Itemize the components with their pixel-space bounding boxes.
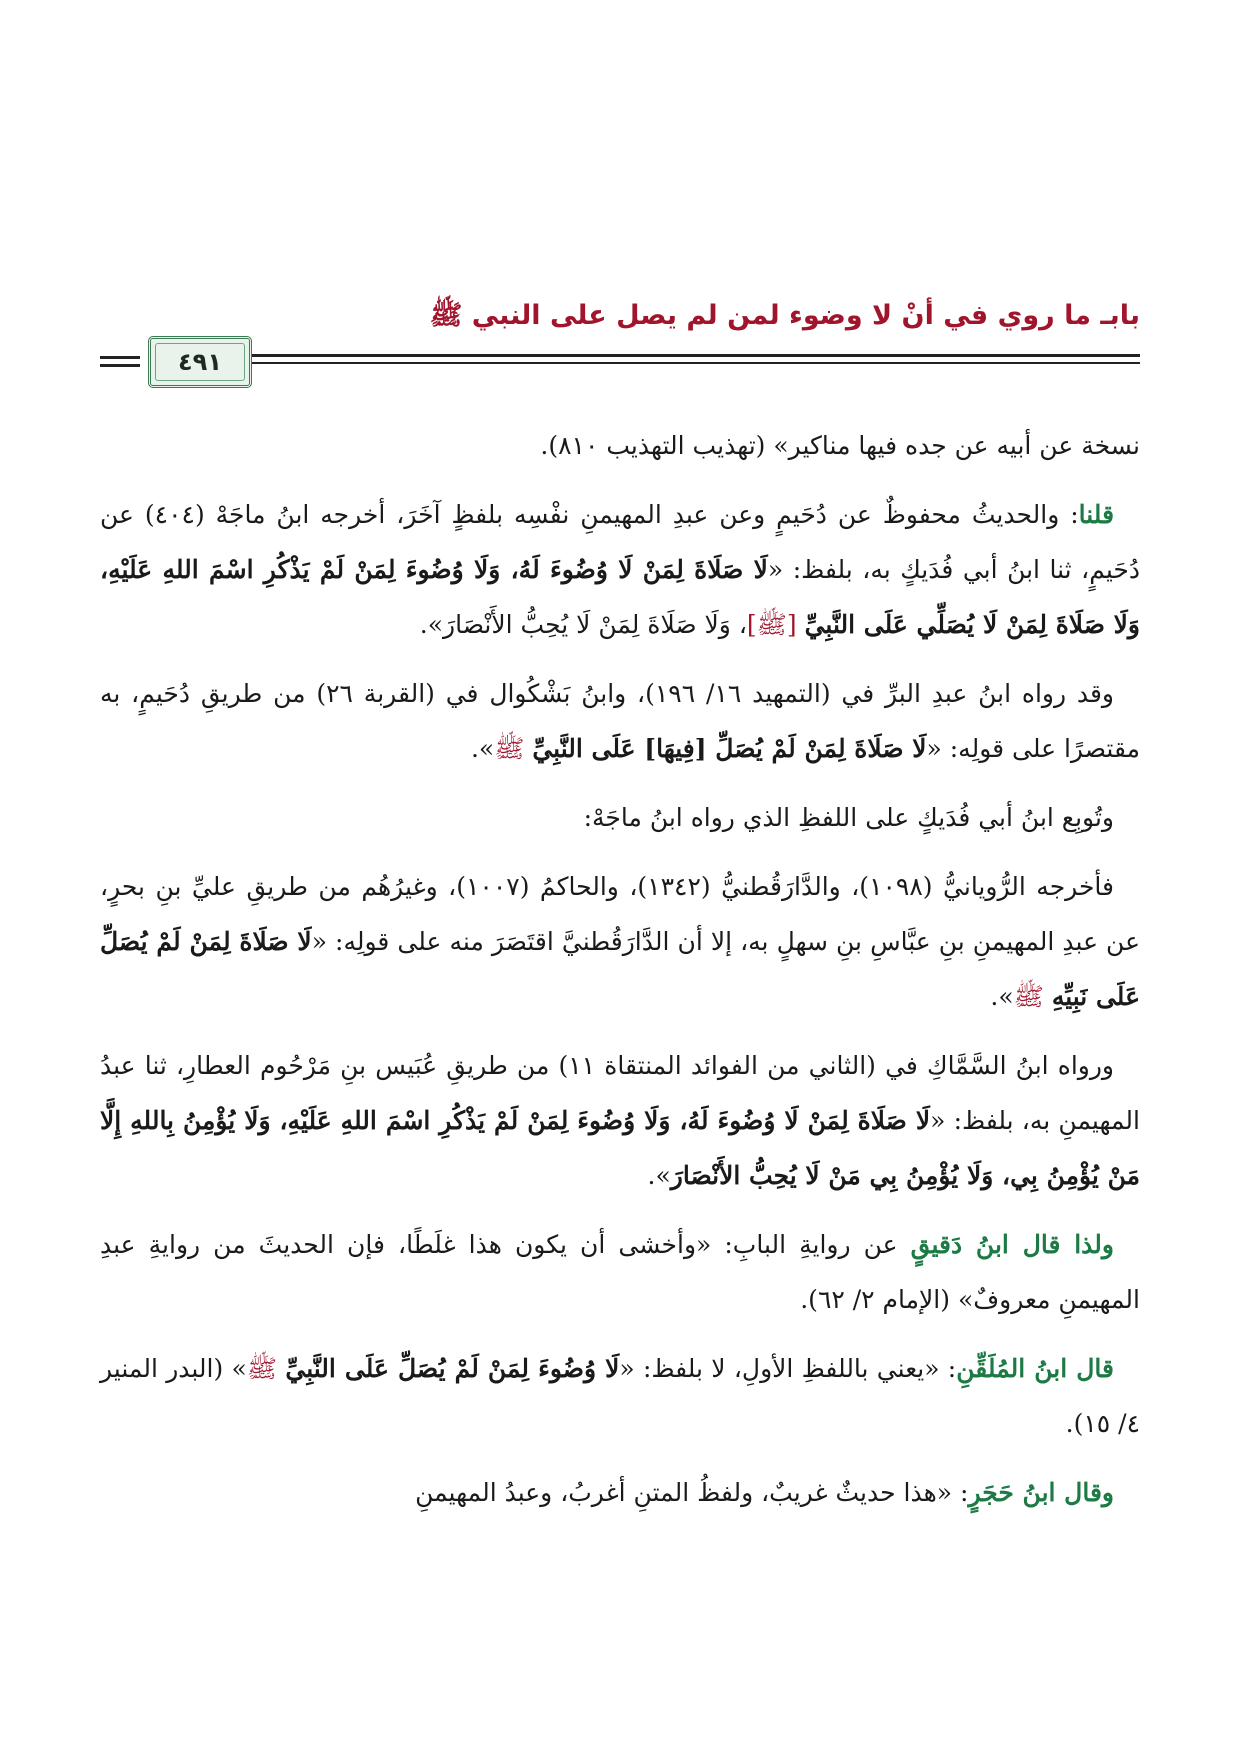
text-run: : «هذا حديثٌ غريبٌ، ولفظُ المتنِ أغربُ، وعبدُ المهيمنِ bbox=[415, 1478, 969, 1507]
hadith-quote: لَا وُضُوءَ لِمَنْ لَمْ يُصَلِّ عَلَى النَّبِيِّ bbox=[285, 1354, 620, 1383]
text-run: ». bbox=[990, 982, 1014, 1011]
text-run: وتُوبِع ابنُ أبي فُدَيكٍ على اللفظِ الذي رواه ابنُ ماجَهْ: bbox=[583, 803, 1114, 832]
speaker-label: قلنا bbox=[1078, 500, 1115, 529]
speaker-label: وقال ابنُ حَجَرٍ bbox=[968, 1478, 1114, 1507]
paragraph bbox=[100, 487, 1140, 652]
page-number-badge bbox=[148, 336, 252, 388]
salutation-mark: ﷺ bbox=[246, 1354, 286, 1383]
text-run: ، وَلَا صَلَاةَ لِمَنْ لَا يُحِبُّ الأَنْصَارَ». bbox=[419, 610, 747, 639]
paragraph bbox=[100, 859, 1140, 1024]
text-run: ». bbox=[470, 734, 495, 763]
chapter-title: بابـ ما روي في أنْ لا وضوء لمن لم يصل على النبي ﷺ bbox=[429, 300, 1140, 331]
hadith-quote: لَا صَلَاةَ لِمَنْ لَمْ يُصَلِّ [فِيهَا] عَلَى النَّبِيِّ bbox=[532, 734, 927, 763]
paragraph bbox=[100, 418, 1140, 473]
salutation-mark: ﷺ bbox=[1013, 982, 1052, 1011]
paragraph bbox=[100, 1038, 1140, 1203]
text-run: ورواه ابنُ السَّمَّاكِ في (الثاني من الفوائد المنتقاة ١١) من طريقِ عُبَيس بنِ مَرْحُوم العطارِ، ثنا عبدُ المهيمنِ به، بلفظ: « bbox=[100, 1051, 1140, 1135]
text-run: » (البدر المنير ٤/ ١٥). bbox=[100, 1354, 1140, 1438]
text-run: ». bbox=[647, 1161, 671, 1190]
salutation-mark: ﷺ bbox=[494, 734, 533, 763]
page-header bbox=[100, 298, 1140, 390]
text-run: نسخة عن أبيه عن جده فيها مناكير» (تهذيب التهذيب ٨١٠). bbox=[540, 431, 1140, 460]
text-run: : «يعني باللفظِ الأولِ، لا بلفظ: « bbox=[619, 1354, 957, 1383]
header-rule-right-bottom bbox=[250, 362, 1140, 364]
text-run: فأخرجه الرُّويانيُّ (١٠٩٨)، والدَّارَقُطنيُّ (١٣٤٢)، والحاكمُ (١٠٠٧)، وغيرُهُم من طريقِ عليِّ بنِ بحرٍ، عن عبدِ المهيمنِ بنِ عبَّاسِ بنِ سهلٍ به، إلا أن الدَّارَقُطنيَّ اقتَصَرَ منه على قولِه: « bbox=[100, 872, 1140, 956]
speaker-label: ولذا قال ابنُ دَقيقٍ bbox=[910, 1230, 1114, 1259]
header-rule-right-top bbox=[250, 354, 1140, 357]
paragraph bbox=[100, 1217, 1140, 1327]
paragraph bbox=[100, 790, 1140, 845]
header-rule-left-bottom bbox=[100, 364, 140, 367]
paragraph bbox=[100, 1465, 1140, 1520]
speaker-label: قال ابنُ المُلَقِّنِ bbox=[956, 1354, 1114, 1383]
page-body bbox=[100, 418, 1140, 1534]
header-rule-left-top bbox=[100, 356, 140, 359]
hadith-quote: لَا صَلَاةَ لِمَنْ لَا وُضُوءَ لَهُ، وَلَا وُضُوءَ لِمَنْ لَمْ يَذْكُرِ اسْمَ اللهِ عَلَيْهِ، وَلَا يُؤْمِنُ بِاللهِ إِلَّا مَنْ يُؤْمِنُ بِي، وَلَا يُؤْمِنُ بِي مَنْ لَا يُحِبُّ الأَنْصَارَ bbox=[100, 1106, 1140, 1190]
hadith-quote: لَا صَلَاةَ لِمَنْ لَمْ يُصَلِّ عَلَى نَبِيِّهِ bbox=[100, 927, 1140, 1011]
text-run: : والحديثُ محفوظٌ عن دُحَيمٍ وعن عبدِ المهيمنِ نفْسِه بلفظٍ آخَرَ، أخرجه ابنُ ماجَهْ (٤٠٤) عن دُحَيمٍ، ثنا ابنُ أبي فُدَيكٍ به، بلفظ: « bbox=[100, 500, 1140, 584]
paragraph bbox=[100, 666, 1140, 776]
salutation-mark: [ﷺ] bbox=[746, 610, 805, 639]
text-run: عن روايةِ البابِ: «وأخشى أن يكون هذا غلَطًا، فإن الحديثَ من روايةِ عبدِ المهيمنِ معروفٌ» (الإمام ٢/ ٦٢). bbox=[100, 1230, 1140, 1314]
hadith-quote: لَا صَلَاةَ لِمَنْ لَا وُضُوءَ لَهُ، وَلَا وُضُوءَ لِمَنْ لَمْ يَذْكُرِ اسْمَ اللهِ عَلَيْهِ، وَلَا صَلَاةَ لِمَنْ لَا يُصَلِّي عَلَى النَّبِيِّ bbox=[100, 555, 1140, 639]
paragraph bbox=[100, 1341, 1140, 1451]
text-run: وقد رواه ابنُ عبدِ البرِّ في (التمهيد ١٦/ ١٩٦)، وابنُ بَشْكُوال في (القربة ٢٦) من طريقِ دُحَيمٍ، به مقتصرًا على قولِه: « bbox=[100, 679, 1140, 763]
page-number: ٤٩١ bbox=[178, 348, 222, 376]
